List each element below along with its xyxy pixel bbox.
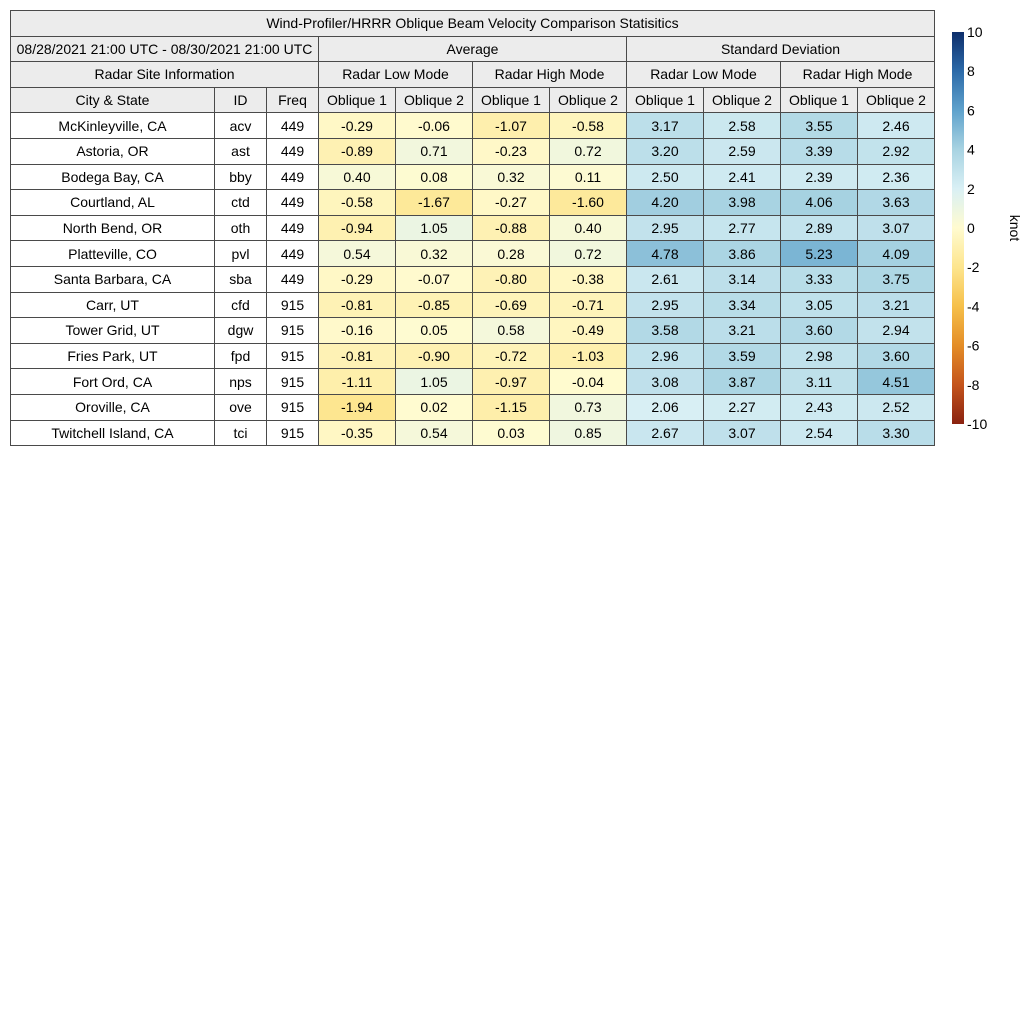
site-id-cell: sba: [215, 266, 267, 292]
table-row: [11, 215, 935, 241]
std-value-cell: 2.89: [781, 215, 858, 241]
date-range: 08/28/2021 21:00 UTC - 08/30/2021 21:00 UTC: [11, 36, 319, 62]
site-info-header: Radar Site Information: [11, 62, 319, 88]
std-value-cell: 3.07: [858, 215, 935, 241]
average-value-cell: 0.72: [550, 138, 627, 164]
colorbar-tick-label: 4: [967, 141, 975, 158]
site-city-cell: Tower Grid, UT: [11, 318, 215, 344]
std-value-cell: 3.34: [704, 292, 781, 318]
site-freq-cell: 449: [267, 138, 319, 164]
std-value-cell: 3.30: [858, 420, 935, 446]
average-value-cell: -0.06: [396, 113, 473, 139]
average-value-cell: -0.97: [473, 369, 550, 395]
average-value-cell: -0.58: [550, 113, 627, 139]
std-value-cell: 4.78: [627, 241, 704, 267]
std-value-cell: 2.67: [627, 420, 704, 446]
colorbar-tick-label: 8: [967, 63, 975, 80]
std-value-cell: 4.09: [858, 241, 935, 267]
table-row: [11, 292, 935, 318]
colorbar-tick-label: 0: [967, 220, 975, 236]
std-value-cell: 2.06: [627, 394, 704, 420]
site-id-cell: fpd: [215, 343, 267, 369]
std-value-cell: 3.87: [704, 369, 781, 395]
col-std-low-oblique1-header: Oblique 1: [627, 87, 704, 113]
average-value-cell: -0.58: [319, 190, 396, 216]
average-value-cell: -0.94: [319, 215, 396, 241]
col-avg-high-oblique2-header: Oblique 2: [550, 87, 627, 113]
site-city-cell: Fries Park, UT: [11, 343, 215, 369]
std-high-mode-header: Radar High Mode: [781, 62, 935, 88]
colorbar-tick-label: 10: [967, 24, 983, 40]
std-value-cell: 2.52: [858, 394, 935, 420]
site-id-cell: bby: [215, 164, 267, 190]
std-value-cell: 3.60: [781, 318, 858, 344]
average-value-cell: 0.40: [550, 215, 627, 241]
average-value-cell: 1.05: [396, 369, 473, 395]
std-value-cell: 2.39: [781, 164, 858, 190]
average-value-cell: -0.90: [396, 343, 473, 369]
site-id-cell: acv: [215, 113, 267, 139]
average-value-cell: 0.58: [473, 318, 550, 344]
std-value-cell: 2.41: [704, 164, 781, 190]
average-value-cell: -0.27: [473, 190, 550, 216]
site-city-cell: Carr, UT: [11, 292, 215, 318]
average-value-cell: 0.32: [396, 241, 473, 267]
std-value-cell: 3.33: [781, 266, 858, 292]
average-value-cell: -0.71: [550, 292, 627, 318]
std-value-cell: 3.63: [858, 190, 935, 216]
std-value-cell: 2.61: [627, 266, 704, 292]
std-value-cell: 2.92: [858, 138, 935, 164]
average-header: Average: [319, 36, 627, 62]
std-value-cell: 2.95: [627, 215, 704, 241]
site-freq-cell: 449: [267, 266, 319, 292]
std-value-cell: 3.21: [858, 292, 935, 318]
std-value-cell: 3.05: [781, 292, 858, 318]
site-city-cell: Santa Barbara, CA: [11, 266, 215, 292]
site-freq-cell: 915: [267, 343, 319, 369]
std-value-cell: 2.46: [858, 113, 935, 139]
colorbar-gradient: [952, 32, 964, 424]
std-value-cell: 2.43: [781, 394, 858, 420]
std-value-cell: 3.11: [781, 369, 858, 395]
average-value-cell: -1.15: [473, 394, 550, 420]
average-value-cell: 0.73: [550, 394, 627, 420]
site-id-cell: pvl: [215, 241, 267, 267]
site-freq-cell: 449: [267, 113, 319, 139]
std-value-cell: 2.96: [627, 343, 704, 369]
stats-table: [10, 10, 935, 446]
col-city-header: City & State: [11, 87, 215, 113]
average-value-cell: -1.03: [550, 343, 627, 369]
site-freq-cell: 915: [267, 292, 319, 318]
std-value-cell: 3.60: [858, 343, 935, 369]
std-value-cell: 2.77: [704, 215, 781, 241]
site-freq-cell: 449: [267, 241, 319, 267]
site-freq-cell: 915: [267, 420, 319, 446]
average-value-cell: -0.80: [473, 266, 550, 292]
table-row: [11, 138, 935, 164]
site-id-cell: tci: [215, 420, 267, 446]
site-city-cell: Twitchell Island, CA: [11, 420, 215, 446]
table-body: [11, 113, 935, 446]
table-row: [11, 420, 935, 446]
average-value-cell: -0.04: [550, 369, 627, 395]
average-value-cell: 0.08: [396, 164, 473, 190]
avg-high-mode-header: Radar High Mode: [473, 62, 627, 88]
col-avg-high-oblique1-header: Oblique 1: [473, 87, 550, 113]
colorbar-tick-label: 6: [967, 102, 975, 119]
table-row: [11, 394, 935, 420]
table-row: [11, 164, 935, 190]
col-freq-header: Freq: [267, 87, 319, 113]
average-value-cell: 0.03: [473, 420, 550, 446]
std-value-cell: 3.98: [704, 190, 781, 216]
average-value-cell: -0.16: [319, 318, 396, 344]
colorbar-tick-label: -2: [967, 259, 980, 276]
average-value-cell: -1.67: [396, 190, 473, 216]
average-value-cell: -1.11: [319, 369, 396, 395]
average-value-cell: -0.49: [550, 318, 627, 344]
site-id-cell: dgw: [215, 318, 267, 344]
site-freq-cell: 915: [267, 318, 319, 344]
std-value-cell: 2.27: [704, 394, 781, 420]
site-id-cell: ove: [215, 394, 267, 420]
colorbar-tick-label: -4: [967, 298, 980, 315]
average-value-cell: 0.05: [396, 318, 473, 344]
std-value-cell: 3.21: [704, 318, 781, 344]
std-value-cell: 2.54: [781, 420, 858, 446]
average-value-cell: -0.88: [473, 215, 550, 241]
site-freq-cell: 449: [267, 190, 319, 216]
average-value-cell: -0.81: [319, 292, 396, 318]
std-value-cell: 2.50: [627, 164, 704, 190]
colorbar-tick-label: -6: [967, 337, 980, 354]
average-value-cell: 0.54: [319, 241, 396, 267]
average-value-cell: -0.81: [319, 343, 396, 369]
average-value-cell: -1.94: [319, 394, 396, 420]
colorbar-tick-label: 2: [967, 180, 975, 197]
col-std-high-oblique2-header: Oblique 2: [858, 87, 935, 113]
colorbar-unit-label: knot: [1007, 214, 1023, 242]
table-row: [11, 190, 935, 216]
table-row: [11, 369, 935, 395]
std-value-cell: 2.59: [704, 138, 781, 164]
site-id-cell: ast: [215, 138, 267, 164]
table-row: [11, 343, 935, 369]
site-id-cell: cfd: [215, 292, 267, 318]
std-value-cell: 2.98: [781, 343, 858, 369]
std-value-cell: 5.23: [781, 241, 858, 267]
std-value-cell: 3.39: [781, 138, 858, 164]
std-header: Standard Deviation: [627, 36, 935, 62]
colorbar-tick-label: -10: [967, 416, 988, 432]
average-value-cell: -0.07: [396, 266, 473, 292]
average-value-cell: 0.85: [550, 420, 627, 446]
std-value-cell: 4.20: [627, 190, 704, 216]
col-avg-low-oblique2-header: Oblique 2: [396, 87, 473, 113]
average-value-cell: -0.29: [319, 266, 396, 292]
site-city-cell: Bodega Bay, CA: [11, 164, 215, 190]
std-value-cell: 3.07: [704, 420, 781, 446]
average-value-cell: -0.38: [550, 266, 627, 292]
average-value-cell: -0.35: [319, 420, 396, 446]
table-row: [11, 266, 935, 292]
site-freq-cell: 915: [267, 369, 319, 395]
colorbar: [940, 20, 1024, 440]
average-value-cell: 0.72: [550, 241, 627, 267]
average-value-cell: -1.07: [473, 113, 550, 139]
average-value-cell: -0.23: [473, 138, 550, 164]
table-title: Wind-Profiler/HRRR Oblique Beam Velocity Comparison Statisitics: [11, 11, 935, 37]
average-value-cell: 0.02: [396, 394, 473, 420]
table-row: [11, 241, 935, 267]
average-value-cell: -0.29: [319, 113, 396, 139]
std-value-cell: 3.55: [781, 113, 858, 139]
average-value-cell: 0.40: [319, 164, 396, 190]
site-freq-cell: 449: [267, 164, 319, 190]
average-value-cell: -0.89: [319, 138, 396, 164]
std-value-cell: 3.86: [704, 241, 781, 267]
average-value-cell: 0.11: [550, 164, 627, 190]
site-city-cell: Fort Ord, CA: [11, 369, 215, 395]
table-row: [11, 113, 935, 139]
average-value-cell: 0.71: [396, 138, 473, 164]
site-freq-cell: 915: [267, 394, 319, 420]
site-id-cell: oth: [215, 215, 267, 241]
site-city-cell: Astoria, OR: [11, 138, 215, 164]
std-value-cell: 3.59: [704, 343, 781, 369]
std-value-cell: 3.20: [627, 138, 704, 164]
average-value-cell: 0.32: [473, 164, 550, 190]
std-value-cell: 2.94: [858, 318, 935, 344]
std-value-cell: 3.17: [627, 113, 704, 139]
average-value-cell: 0.28: [473, 241, 550, 267]
std-value-cell: 3.14: [704, 266, 781, 292]
site-id-cell: ctd: [215, 190, 267, 216]
average-value-cell: -0.72: [473, 343, 550, 369]
table-row: [11, 318, 935, 344]
site-id-cell: nps: [215, 369, 267, 395]
average-value-cell: -1.60: [550, 190, 627, 216]
std-value-cell: 2.95: [627, 292, 704, 318]
std-value-cell: 3.75: [858, 266, 935, 292]
site-freq-cell: 449: [267, 215, 319, 241]
site-city-cell: McKinleyville, CA: [11, 113, 215, 139]
average-value-cell: -0.85: [396, 292, 473, 318]
col-id-header: ID: [215, 87, 267, 113]
col-std-low-oblique2-header: Oblique 2: [704, 87, 781, 113]
site-city-cell: North Bend, OR: [11, 215, 215, 241]
std-value-cell: 2.58: [704, 113, 781, 139]
std-value-cell: 3.08: [627, 369, 704, 395]
std-low-mode-header: Radar Low Mode: [627, 62, 781, 88]
col-std-high-oblique1-header: Oblique 1: [781, 87, 858, 113]
average-value-cell: 1.05: [396, 215, 473, 241]
col-avg-low-oblique1-header: Oblique 1: [319, 87, 396, 113]
average-value-cell: 0.54: [396, 420, 473, 446]
std-value-cell: 2.36: [858, 164, 935, 190]
site-city-cell: Platteville, CO: [11, 241, 215, 267]
colorbar-tick-label: -8: [967, 376, 980, 393]
std-value-cell: 3.58: [627, 318, 704, 344]
std-value-cell: 4.51: [858, 369, 935, 395]
std-value-cell: 4.06: [781, 190, 858, 216]
site-city-cell: Courtland, AL: [11, 190, 215, 216]
avg-low-mode-header: Radar Low Mode: [319, 62, 473, 88]
site-city-cell: Oroville, CA: [11, 394, 215, 420]
average-value-cell: -0.69: [473, 292, 550, 318]
